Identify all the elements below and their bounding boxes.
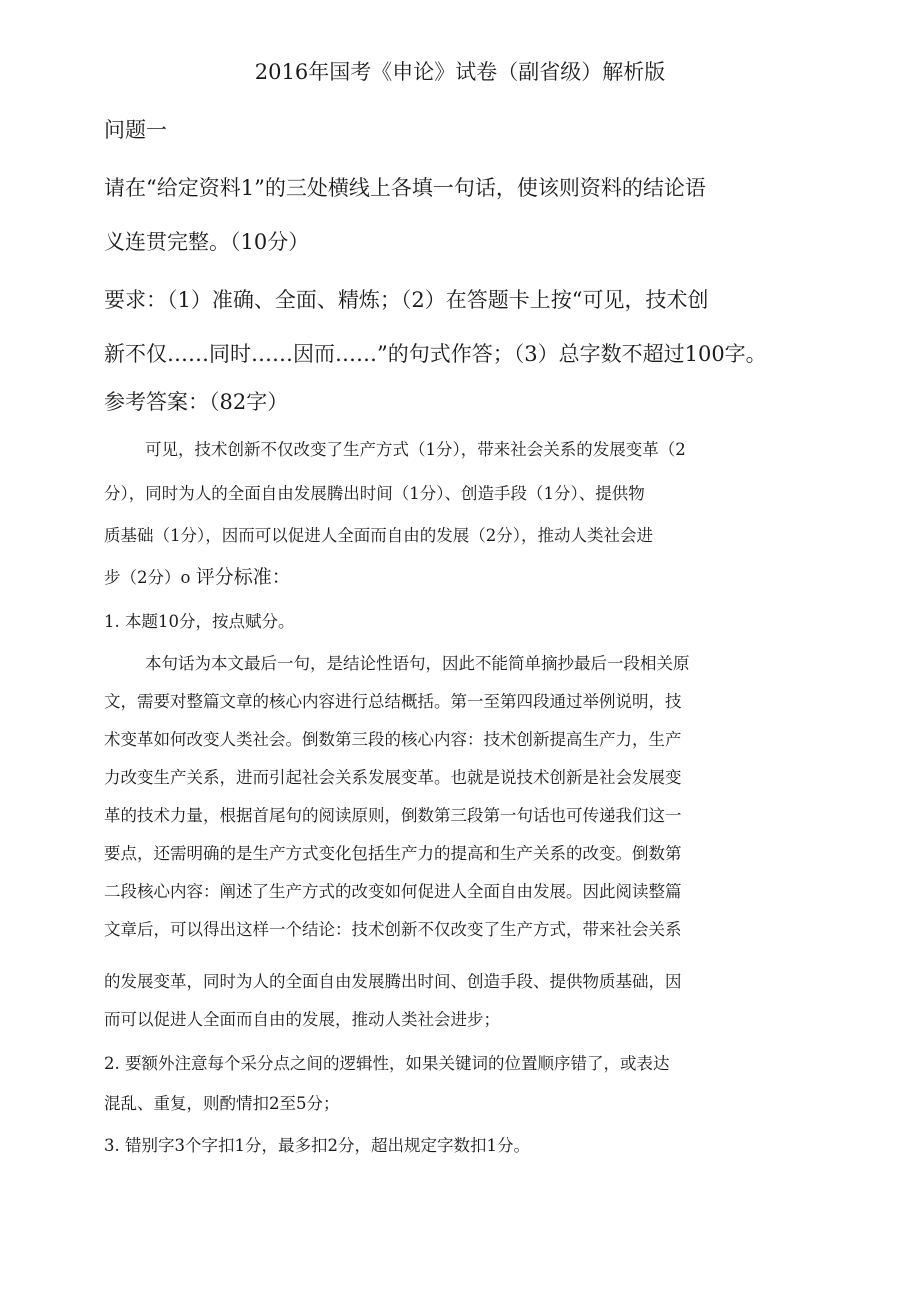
reference-answer-heading: 参考答案：（82字） — [104, 390, 289, 414]
scoring-item-2-line-2: 混乱、重复，则酌情扣2至5分； — [104, 1094, 340, 1113]
question-line-2: 义连贯完整。（10分） — [104, 230, 310, 254]
explanation-line-3: 术变革如何改变人类社会。倒数第三段的核心内容：技术创新提高生产力，生产 — [104, 730, 682, 749]
explanation-line-4: 力改变生产关系，进而引起社会关系发展变革。也就是说技术创新是社会发展变 — [104, 768, 682, 787]
requirements-line-1: 要求：（1）准确、全面、精炼；（2）在答题卡上按“可见，技术创 — [104, 288, 709, 312]
explanation-line-6: 要点，还需明确的是生产方式变化包括生产力的提高和生产关系的改变。倒数第 — [104, 844, 682, 863]
answer-line-2: 分），同时为人的全面自由发展腾出时间（1分）、创造手段（1分）、提供物 — [104, 484, 645, 503]
answer-line-3: 质基础（1分），因而可以促进人全面而自由的发展（2分），推动人类社会进 — [104, 526, 653, 545]
section-heading: 问题一 — [104, 118, 167, 142]
answer-line-1: 可见，技术创新不仅改变了生产方式（1分），带来社会关系的发展变革（2 — [145, 440, 686, 459]
explanation-line-2: 文，需要对整篇文章的核心内容进行总结概括。第一至第四段通过举例说明，技 — [104, 692, 682, 711]
answer-line-4-text: 步（2分）o — [104, 568, 196, 587]
explanation-line-9: 的发展变革，同时为人的全面自由发展腾出时间、创造手段、提供物质基础，因 — [104, 972, 682, 991]
scoring-item-2-line-1: 2. 要额外注意每个采分点之间的逻辑性，如果关键词的位置顺序错了，或表达 — [104, 1054, 670, 1073]
explanation-line-8: 文章后，可以得出这样一个结论：技术创新不仅改变了生产方式，带来社会关系 — [104, 920, 682, 939]
scoring-item-1: 1. 本题10分，按点赋分。 — [104, 612, 295, 631]
explanation-line-7: 二段核心内容：阐述了生产方式的改变如何促进人全面自由发展。因此阅读整篇 — [104, 882, 682, 901]
scoring-item-3: 3. 错别字3个字扣1分，最多扣2分，超出规定字数扣1分。 — [104, 1136, 530, 1155]
scoring-heading: 评分标准： — [195, 566, 291, 588]
document-title: 2016年国考《申论》试卷（副省级）解析版 — [254, 60, 666, 84]
explanation-line-1: 本句话为本文最后一句，是结论性语句，因此不能简单摘抄最后一段相关原 — [145, 654, 690, 673]
question-line-1: 请在“给定资料1”的三处横线上各填一句话，使该则资料的结论语 — [104, 176, 706, 200]
explanation-line-10: 而可以促进人全面而自由的发展，推动人类社会进步； — [104, 1010, 500, 1029]
requirements-line-2: 新不仅……同时……因而……”的句式作答；（3）总字数不超过100字。 — [104, 342, 767, 366]
explanation-line-5: 革的技术力量，根据首尾句的阅读原则，倒数第三段第一句话也可传递我们这一 — [104, 806, 682, 825]
answer-line-4 — [104, 568, 291, 587]
